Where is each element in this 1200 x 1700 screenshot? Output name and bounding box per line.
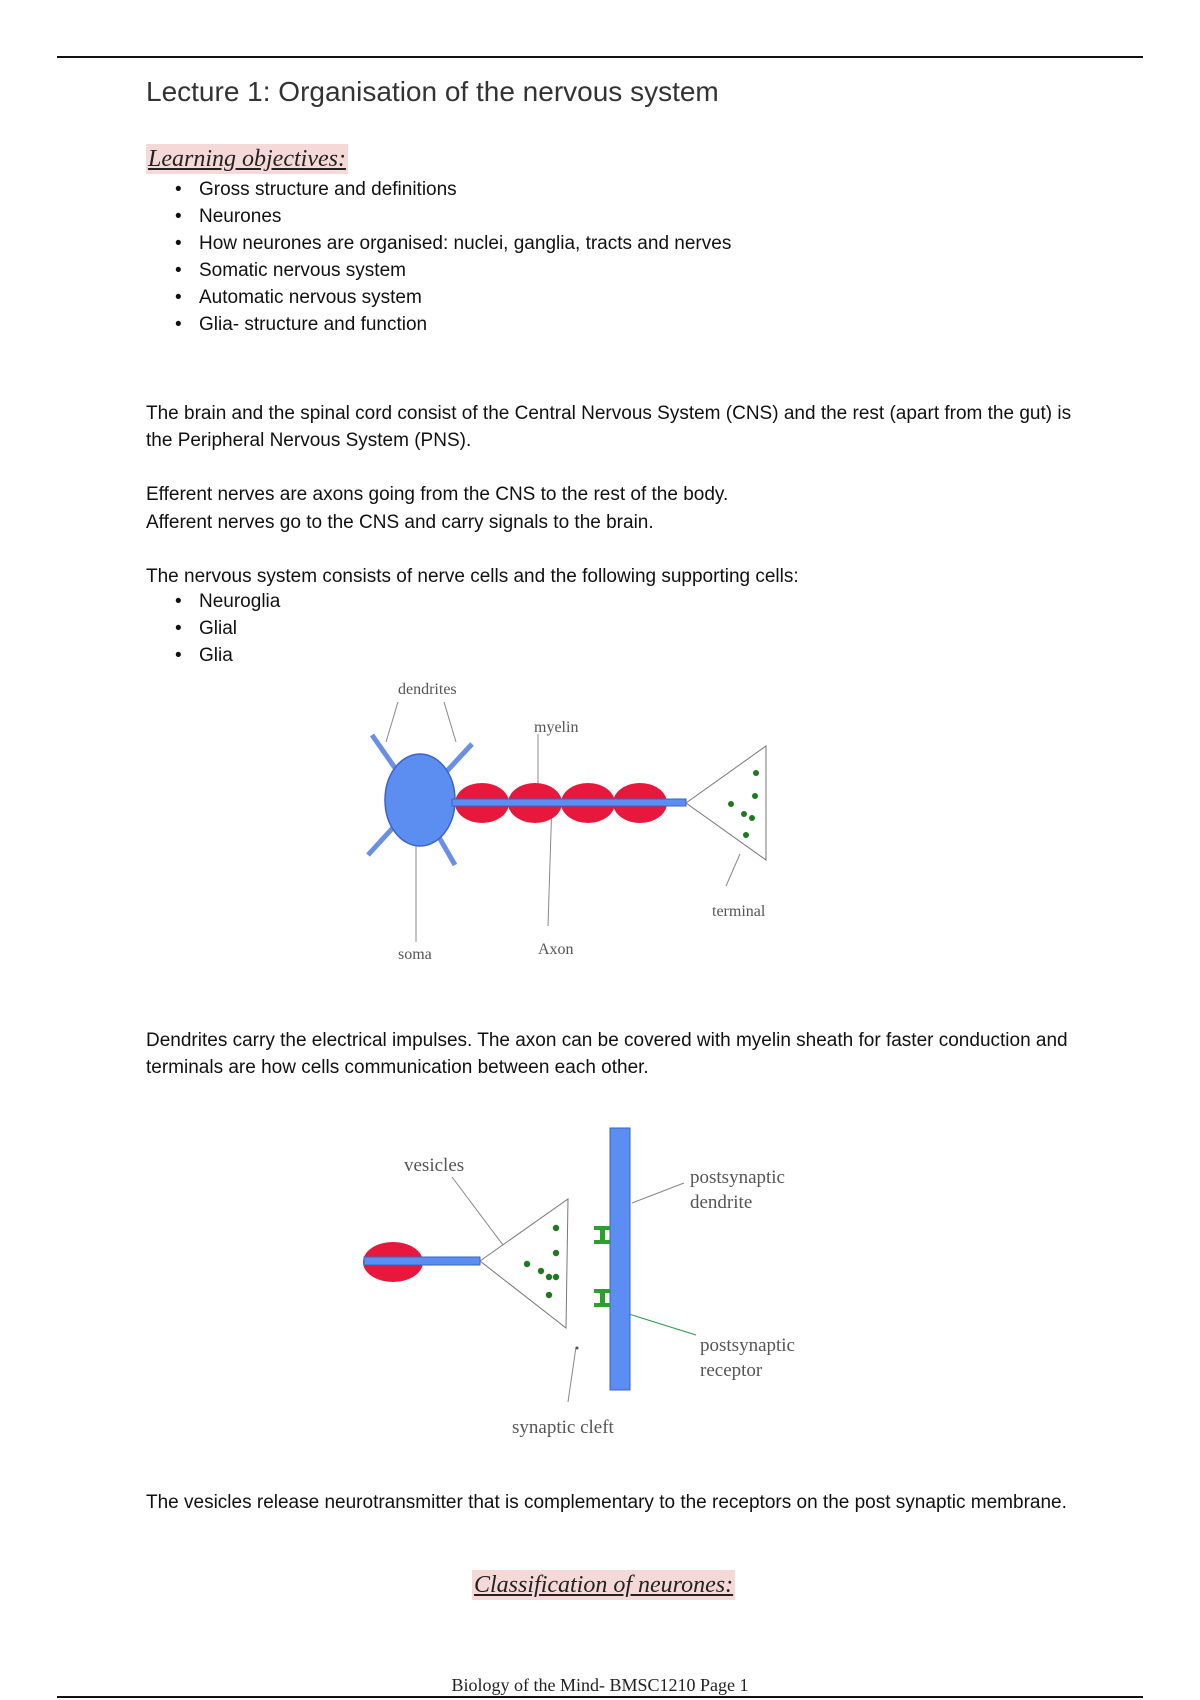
list-item: • Glia [175,642,280,669]
afferent-paragraph: Afferent nerves go to the CNS and carry signals to the brain. [146,512,654,533]
neuron-diagram [0,670,1200,970]
vesicle-dot [741,811,747,817]
postsynaptic-receptor [594,1226,610,1244]
top-rule [57,56,1143,58]
soma-label: soma [398,946,432,963]
vesicles-paragraph: The vesicles release neurotransmitter that is complementary to the receptors on the post synaptic membrane. [146,1492,1067,1513]
axon-terminal [686,746,766,860]
axon-shaft [364,1257,480,1265]
efferent-paragraph: Efferent nerves are axons going from the CNS to the rest of the body. [146,484,729,505]
vesicle-dot [553,1225,559,1231]
synaptic-cleft-label: synaptic cleft [512,1417,614,1438]
dendrites-label: dendrites [398,681,457,698]
vesicle-dot [753,770,759,776]
axon-shaft [452,799,686,806]
learning-objectives-heading: Learning objectives: [148,146,346,172]
vesicle-dot [743,832,749,838]
list-item: • Automatic nervous system [175,284,731,311]
vesicle-dot [553,1250,559,1256]
terminal-label: terminal [712,903,766,920]
vesicle-dot [546,1274,552,1280]
list-item: • How neurones are organised: nuclei, ganglia, tracts and nerves [175,230,731,257]
postsynaptic-receptor [594,1289,610,1307]
list-item: • Neuroglia [175,588,280,615]
classification-heading: Classification of neurones: [474,1572,734,1598]
bottom-rule [57,1696,1143,1698]
vesicle-dot [538,1268,544,1274]
list-item: • Glial [175,615,280,642]
axon-label: Axon [538,941,574,958]
supporting-cells-intro: The nervous system consists of nerve cells and the following supporting cells: [146,566,799,587]
page-title: Lecture 1: Organisation of the nervous system [146,76,719,107]
postsynaptic-dendrite-label-2: dendrite [690,1192,753,1213]
postsynaptic-receptor-label-2: receptor [700,1360,763,1381]
dendrite-branch [446,744,472,772]
cns-pns-paragraph: The brain and the spinal cord consist of the Central Nervous System (CNS) and the rest (apart from the gut) is the Peripheral Nervous System (PNS). [146,403,1072,451]
page-footer: Biology of the Mind- BMSC1210 Page 1 [451,1675,749,1695]
vesicle-dot [546,1292,552,1298]
postsynaptic-dendrite-label-1: postsynaptic [690,1167,785,1188]
postsynaptic-dendrite [610,1128,630,1390]
synapse-diagram [0,1115,1200,1455]
vesicles-label: vesicles [404,1155,465,1176]
vesicle-dot [752,793,758,799]
list-item: • Neurones [175,203,731,230]
list-item: • Glia- structure and function [175,311,731,338]
learning-objectives-list [175,176,731,338]
postsynaptic-receptor-label-1: postsynaptic [700,1335,795,1356]
vesicle-dot [553,1274,559,1280]
vesicle-dot [524,1261,530,1267]
list-item: • Gross structure and definitions [175,176,731,203]
vesicle-dot [728,801,734,807]
myelin-label: myelin [534,719,579,736]
supporting-cells-list [175,588,280,669]
vesicle-dot [749,815,755,821]
list-item: • Somatic nervous system [175,257,731,284]
soma-body [385,754,455,846]
dendrites-paragraph: Dendrites carry the electrical impulses. The axon can be covered with myelin sheath for faster conduction and terminals are how cells communication between each other. [146,1030,1068,1078]
